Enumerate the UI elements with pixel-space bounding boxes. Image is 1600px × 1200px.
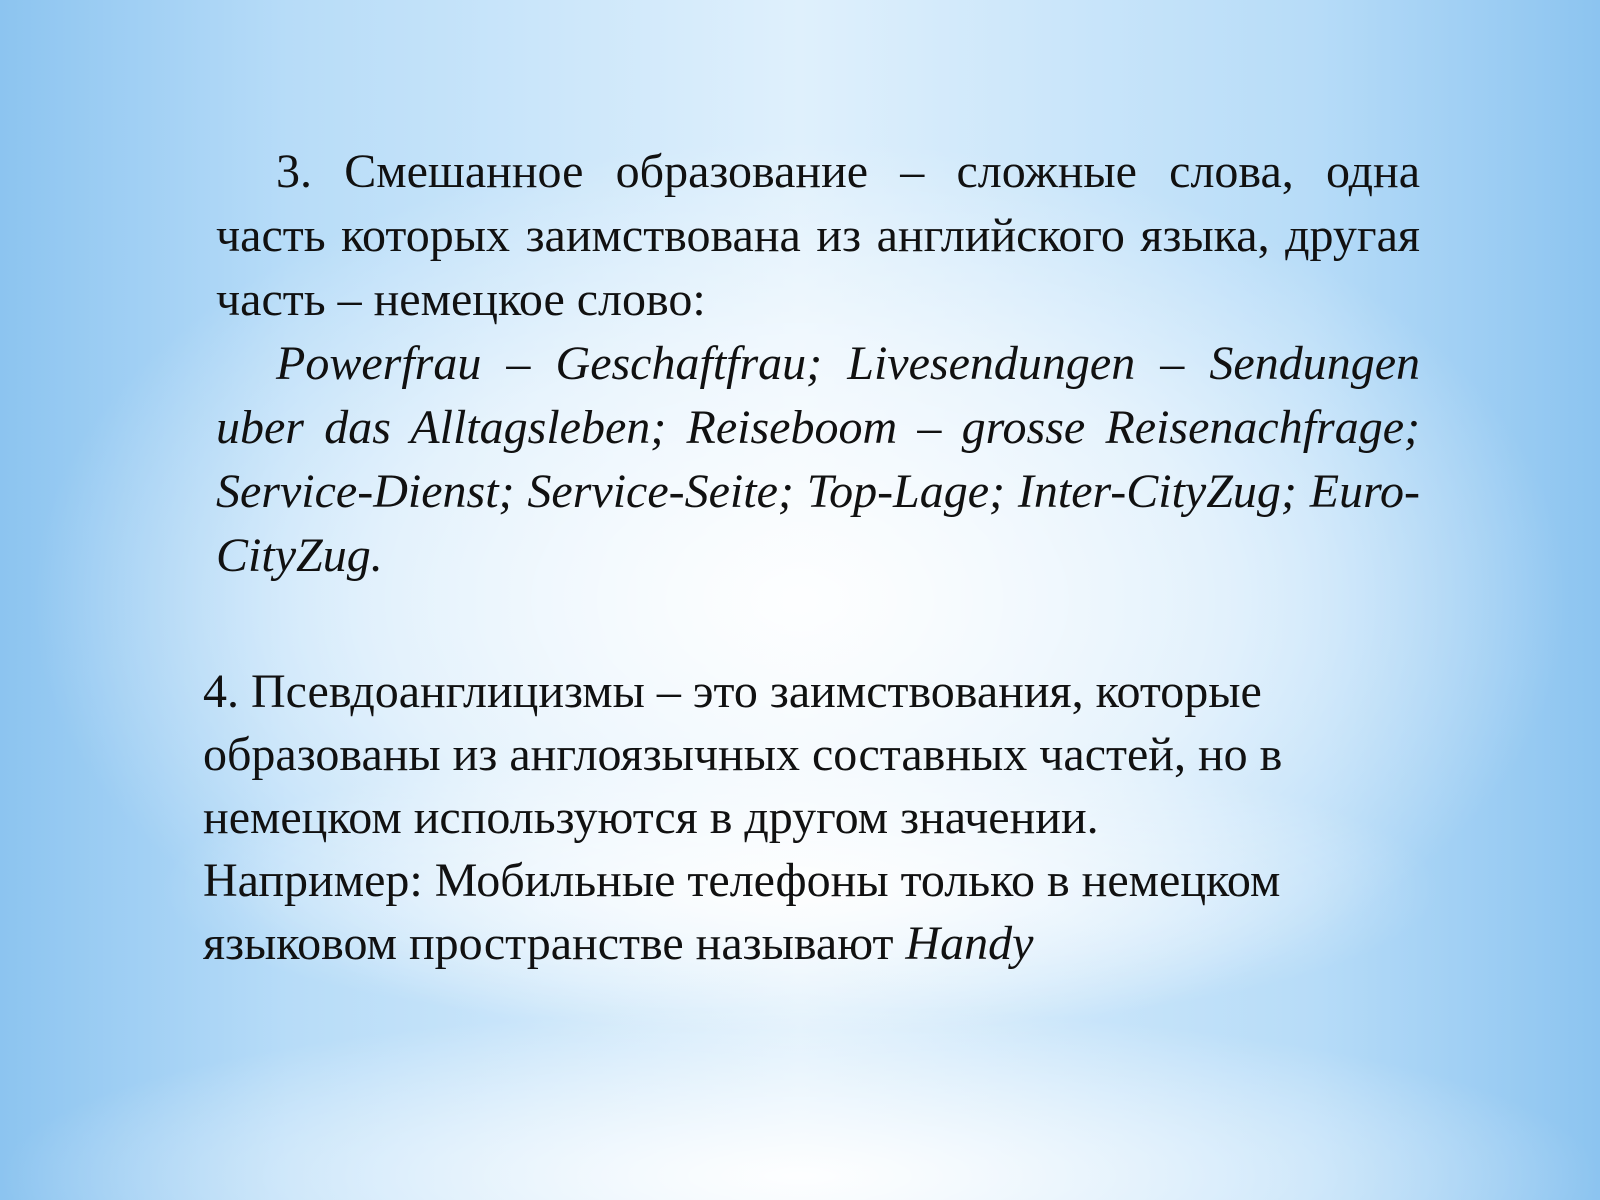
section-3-examples: Powerfrau – Geschaftfrau; Livesendungen – Sendungen uber das Alltagsleben; Reiseboom – grosse Reisenachfrage; Service-Dienst; Service-Seite; Top-Lage; Inter-CityZug; Euro-CityZug. [216, 337, 1420, 582]
section-4-definition: 4. Псевдоанглицизмы – это заимствования, которые образованы из англоязычных составных частей, но в немецком используются в другом значении. [203, 665, 1283, 844]
section-4-example-word: Handy [905, 917, 1034, 970]
section-4-text-block [203, 660, 1433, 975]
section-4-example [203, 849, 1433, 975]
section-4-example-text: Например: Мобильные телефоны только в немецком языковом пространстве называют [203, 854, 1281, 970]
section-3-text-block [216, 140, 1420, 588]
section-3-intro: 3. Смешанное образование – сложные слова, одна часть которых заимствована из английского языка, другая часть – немецкое слово: [216, 145, 1420, 326]
